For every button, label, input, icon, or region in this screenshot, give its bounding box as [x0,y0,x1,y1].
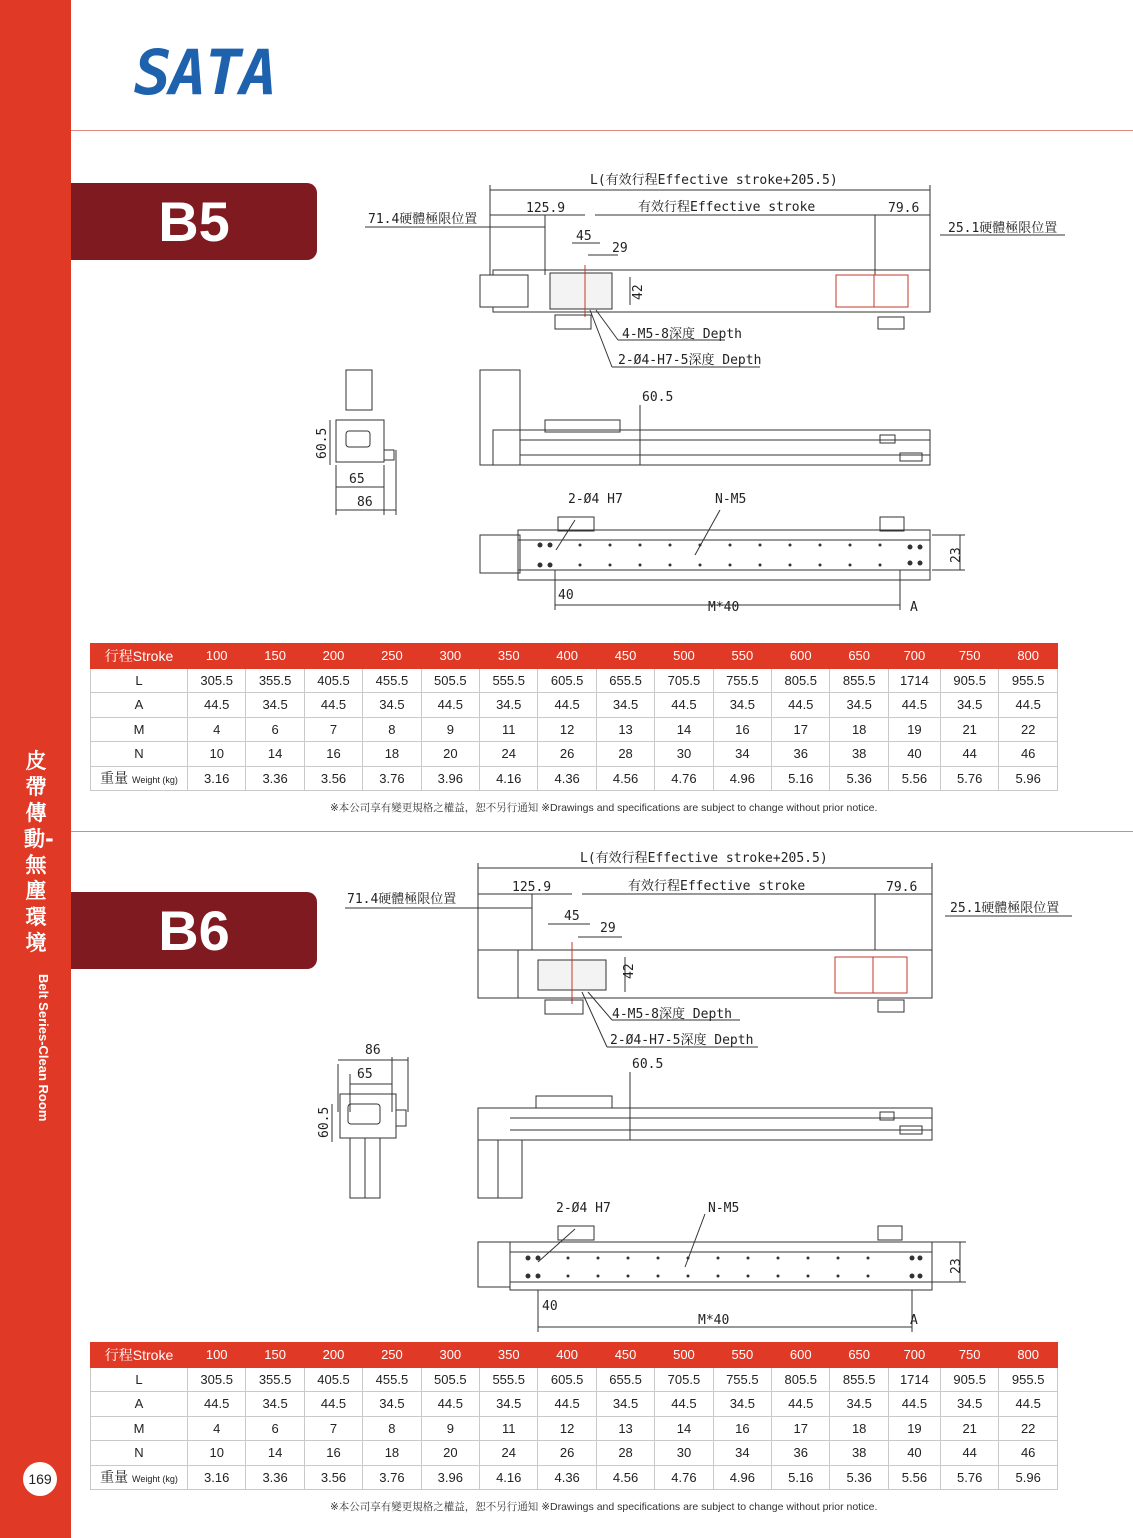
table-cell: 5.96 [999,1465,1058,1490]
table-cell: 44.5 [188,693,246,718]
b6-dim-stroke: 有效行程Effective stroke [628,879,806,894]
stroke-cell: 500 [655,644,713,669]
b5-pin2-note: 2-Ø4 H7 [568,492,623,507]
header-label: 行程Stroke [91,1343,188,1368]
table-row [91,1416,1058,1441]
table-cell: 14 [246,1441,304,1466]
table-cell: 9 [421,1416,479,1441]
table-cell: 355.5 [246,1367,304,1392]
table-cell: 4.56 [596,1465,654,1490]
table-cell: 6 [246,717,304,742]
table-cell: 4.76 [655,1465,713,1490]
b5-notice: ※本公司享有變更規格之權益，恕不另行通知 ※Drawings and specifications are subject to change without prior notice. [330,802,878,814]
stroke-cell: 250 [363,1343,421,1368]
table-cell: 13 [596,1416,654,1441]
stroke-cell: 550 [713,644,771,669]
header-label: 行程Stroke [91,644,188,669]
table-cell: 12 [538,717,596,742]
stroke-cell: 200 [304,1343,362,1368]
table-cell: 44.5 [538,693,596,718]
table-cell: 755.5 [713,668,771,693]
b5-dim-29: 29 [612,241,628,256]
table-cell: 38 [830,1441,888,1466]
stroke-cell: 800 [999,644,1058,669]
table-cell: 34.5 [596,693,654,718]
table-cell: 905.5 [940,668,998,693]
table-cell: 17 [772,717,830,742]
table-row [91,742,1058,767]
table-cell: 8 [363,1416,421,1441]
table-cell: 13 [596,717,654,742]
table-cell: 4.36 [538,766,596,791]
table-cell: 18 [830,717,888,742]
table-cell: 18 [363,742,421,767]
stroke-cell: 300 [421,1343,479,1368]
table-cell: 4.16 [480,1465,538,1490]
table-cell: 10 [188,742,246,767]
table-cell: 505.5 [421,668,479,693]
b6-dim-86: 86 [365,1043,381,1058]
b6-dim-40: 40 [542,1299,558,1314]
table-cell: 34.5 [363,693,421,718]
b5-dim-left-offset: 125.9 [526,201,566,216]
b5-dim-right-offset: 79.6 [888,201,920,216]
row-label-weight [91,766,188,791]
b5-pin-note: 2-Ø4-H7-5深度 Depth [618,353,762,368]
table-cell: 19 [888,717,940,742]
stroke-cell: 150 [246,644,304,669]
table-cell: 955.5 [999,668,1058,693]
table-cell: 5.56 [888,1465,940,1490]
table-cell: 34 [713,1441,771,1466]
table-cell: 34.5 [363,1392,421,1417]
page-number: 169 [23,1462,57,1496]
table-cell: 3.16 [188,766,246,791]
table-cell: 555.5 [480,1367,538,1392]
table-cell: 16 [713,717,771,742]
table-cell: 28 [596,1441,654,1466]
sidebar [0,0,71,1538]
table-cell: 17 [772,1416,830,1441]
table-cell: 44.5 [304,1392,362,1417]
table-cell: 14 [655,717,713,742]
b5-right-limit: 25.1硬體極限位置 [948,221,1058,236]
table-cell: 4.96 [713,1465,771,1490]
b5-dim-m40: M*40 [708,600,740,615]
row-label: L [91,1367,188,1392]
table-cell: 405.5 [304,1367,362,1392]
b5-dim-42: 42 [631,284,646,300]
table-cell: 11 [480,1416,538,1441]
b6-dim-65: 65 [357,1067,373,1082]
sidebar-title-cn: 皮帶傳動-無塵環境 [24,749,54,955]
table-cell: 34.5 [246,693,304,718]
table-cell: 5.56 [888,766,940,791]
table-cell: 5.36 [830,1465,888,1490]
b6-left-limit: 71.4硬體極限位置 [347,892,457,907]
table-cell: 455.5 [363,668,421,693]
b6-notice: ※本公司享有變更規格之權益，恕不另行通知 ※Drawings and specifications are subject to change without prior notice. [330,1501,878,1513]
table-cell: 28 [596,742,654,767]
sata-logo [132,38,302,100]
table-cell: 20 [421,1441,479,1466]
b5-dim-total: L(有效行程Effective stroke+205.5) [590,173,838,188]
b6-dim-total: L(有效行程Effective stroke+205.5) [580,851,828,866]
table-cell: 5.76 [940,1465,998,1490]
table-cell: 18 [363,1441,421,1466]
stroke-cell: 350 [480,644,538,669]
table-cell: 22 [999,1416,1058,1441]
table-cell: 44.5 [999,693,1058,718]
stroke-cell: 800 [999,1343,1058,1368]
table-cell: 44.5 [188,1392,246,1417]
b6-dim-23: 23 [949,1258,964,1274]
b5-tap-note: 4-M5-8深度 Depth [622,327,742,342]
b5-dim-a: A [910,600,918,615]
row-label: N [91,742,188,767]
table-cell: 34.5 [830,693,888,718]
table-cell: 4.96 [713,766,771,791]
table-cell: 44.5 [421,1392,479,1417]
stroke-cell: 700 [888,644,940,669]
b6-nm5-note: N-M5 [708,1201,740,1216]
model-tag-b6: B6 [71,892,317,969]
table-cell: 9 [421,717,479,742]
b5-dim-45: 45 [576,229,592,244]
table-row [91,1465,1058,1490]
table-row [91,1441,1058,1466]
table-row [91,766,1058,791]
table-cell: 855.5 [830,1367,888,1392]
table-cell: 26 [538,1441,596,1466]
table-cell: 26 [538,742,596,767]
stroke-cell: 450 [596,644,654,669]
b5-dim-23: 23 [949,547,964,563]
row-label: A [91,1392,188,1417]
table-cell: 34 [713,742,771,767]
row-label: N [91,1441,188,1466]
table-cell: 14 [246,742,304,767]
table-cell: 16 [713,1416,771,1441]
table-cell: 40 [888,742,940,767]
table-cell: 44 [940,1441,998,1466]
table-cell: 44.5 [888,693,940,718]
section-divider [71,831,1133,832]
table-cell: 44.5 [772,693,830,718]
row-label-weight [91,1465,188,1490]
table-cell: 12 [538,1416,596,1441]
stroke-cell: 550 [713,1343,771,1368]
stroke-cell: 500 [655,1343,713,1368]
stroke-cell: 600 [772,1343,830,1368]
table-cell: 955.5 [999,1367,1058,1392]
table-row [91,1367,1058,1392]
stroke-cell: 400 [538,1343,596,1368]
stroke-cell: 100 [188,1343,246,1368]
table-cell: 8 [363,717,421,742]
table-cell: 655.5 [596,1367,654,1392]
table-cell: 855.5 [830,668,888,693]
table-cell: 34.5 [480,693,538,718]
b6-dim-m40: M*40 [698,1313,730,1328]
b5-dim-60-5-end: 60.5 [315,427,330,459]
table-cell: 605.5 [538,1367,596,1392]
table-cell: 3.76 [363,1465,421,1490]
stroke-cell: 750 [940,1343,998,1368]
table-cell: 34.5 [480,1392,538,1417]
table-cell: 46 [999,742,1058,767]
table-cell: 34.5 [940,693,998,718]
table-cell: 305.5 [188,1367,246,1392]
table-cell: 805.5 [772,1367,830,1392]
table-header-row [91,1343,1058,1368]
weight-unit: Weight (kg) [132,775,178,786]
table-cell: 755.5 [713,1367,771,1392]
table-cell: 4.76 [655,766,713,791]
b6-dim-45: 45 [564,909,580,924]
table-cell: 34.5 [713,693,771,718]
table-cell: 44.5 [888,1392,940,1417]
stroke-cell: 300 [421,644,479,669]
b6-tap-note: 4-M5-8深度 Depth [612,1007,732,1022]
table-cell: 5.96 [999,766,1058,791]
table-cell: 16 [304,1441,362,1466]
table-cell: 905.5 [940,1367,998,1392]
table-cell: 4.56 [596,766,654,791]
table-cell: 3.16 [188,1465,246,1490]
b5-drawing [300,165,1100,625]
stroke-cell: 600 [772,644,830,669]
logo-text: SATA [134,38,276,100]
b5-spec-table [90,643,1058,791]
table-cell: 555.5 [480,668,538,693]
table-cell: 5.76 [940,766,998,791]
b5-dim-60-5-side: 60.5 [642,390,674,405]
table-header-row [91,644,1058,669]
table-row [91,693,1058,718]
b6-pin-note: 2-Ø4-H7-5深度 Depth [610,1033,754,1048]
stroke-cell: 200 [304,644,362,669]
table-cell: 19 [888,1416,940,1441]
table-cell: 44.5 [538,1392,596,1417]
table-cell: 44.5 [999,1392,1058,1417]
stroke-cell: 450 [596,1343,654,1368]
b6-dim-42: 42 [622,963,637,979]
table-cell: 24 [480,1441,538,1466]
table-cell: 405.5 [304,668,362,693]
b6-dim-60-5-side: 60.5 [632,1057,664,1072]
b5-dim-86: 86 [357,495,373,510]
table-cell: 18 [830,1416,888,1441]
table-cell: 20 [421,742,479,767]
weight-unit: Weight (kg) [132,1474,178,1485]
table-cell: 38 [830,742,888,767]
table-cell: 3.56 [304,766,362,791]
table-cell: 34.5 [713,1392,771,1417]
table-cell: 4.16 [480,766,538,791]
row-label: M [91,717,188,742]
table-cell: 34.5 [830,1392,888,1417]
table-cell: 44.5 [655,693,713,718]
b6-dim-60-5-end: 60.5 [317,1106,332,1138]
table-cell: 36 [772,742,830,767]
stroke-cell: 700 [888,1343,940,1368]
table-cell: 44.5 [304,693,362,718]
table-cell: 3.96 [421,1465,479,1490]
sidebar-title-en: Belt Series-Clean Room [36,974,51,1122]
b5-dim-40: 40 [558,588,574,603]
table-cell: 44.5 [655,1392,713,1417]
table-cell: 7 [304,1416,362,1441]
table-cell: 455.5 [363,1367,421,1392]
table-cell: 4 [188,717,246,742]
table-cell: 3.56 [304,1465,362,1490]
stroke-cell: 250 [363,644,421,669]
table-row [91,717,1058,742]
header-divider [71,130,1133,131]
table-cell: 355.5 [246,668,304,693]
b6-dim-left-offset: 125.9 [512,880,552,895]
table-cell: 3.76 [363,766,421,791]
weight-label: 重量 [100,770,129,787]
table-cell: 40 [888,1441,940,1466]
table-row [91,668,1058,693]
row-label: M [91,1416,188,1441]
model-tag-b5: B5 [71,183,317,260]
table-cell: 4 [188,1416,246,1441]
table-cell: 21 [940,717,998,742]
b5-dim-65: 65 [349,472,365,487]
b6-drawing [300,842,1100,1332]
table-cell: 5.16 [772,766,830,791]
table-cell: 305.5 [188,668,246,693]
row-label: L [91,668,188,693]
table-cell: 46 [999,1441,1058,1466]
table-cell: 5.16 [772,1465,830,1490]
table-cell: 4.36 [538,1465,596,1490]
table-cell: 705.5 [655,668,713,693]
b6-dim-a: A [910,1313,918,1328]
b6-dim-right-offset: 79.6 [886,880,918,895]
table-cell: 505.5 [421,1367,479,1392]
table-cell: 7 [304,717,362,742]
table-cell: 805.5 [772,668,830,693]
table-cell: 34.5 [940,1392,998,1417]
stroke-cell: 650 [830,1343,888,1368]
table-cell: 44 [940,742,998,767]
row-label: A [91,693,188,718]
table-cell: 14 [655,1416,713,1441]
stroke-cell: 100 [188,644,246,669]
table-cell: 3.36 [246,766,304,791]
b6-pin2-note: 2-Ø4 H7 [556,1201,611,1216]
table-cell: 3.96 [421,766,479,791]
table-cell: 1714 [888,668,940,693]
table-cell: 21 [940,1416,998,1441]
stroke-cell: 750 [940,644,998,669]
table-cell: 6 [246,1416,304,1441]
table-cell: 1714 [888,1367,940,1392]
table-cell: 16 [304,742,362,767]
table-cell: 30 [655,742,713,767]
b6-right-limit: 25.1硬體極限位置 [950,901,1060,916]
stroke-cell: 650 [830,644,888,669]
table-cell: 605.5 [538,668,596,693]
table-cell: 655.5 [596,668,654,693]
table-cell: 36 [772,1441,830,1466]
stroke-cell: 150 [246,1343,304,1368]
table-cell: 11 [480,717,538,742]
table-cell: 34.5 [596,1392,654,1417]
table-cell: 705.5 [655,1367,713,1392]
stroke-cell: 400 [538,644,596,669]
b5-dim-stroke: 有效行程Effective stroke [638,200,816,215]
table-cell: 5.36 [830,766,888,791]
table-cell: 24 [480,742,538,767]
table-cell: 34.5 [246,1392,304,1417]
table-cell: 30 [655,1441,713,1466]
b6-dim-29: 29 [600,921,616,936]
table-cell: 3.36 [246,1465,304,1490]
b6-spec-table [90,1342,1058,1490]
table-cell: 22 [999,717,1058,742]
table-cell: 10 [188,1441,246,1466]
b5-nm5-note: N-M5 [715,492,747,507]
table-cell: 44.5 [421,693,479,718]
b5-left-limit: 71.4硬體極限位置 [368,212,478,227]
table-cell: 44.5 [772,1392,830,1417]
weight-label: 重量 [100,1469,129,1486]
table-row [91,1392,1058,1417]
stroke-cell: 350 [480,1343,538,1368]
